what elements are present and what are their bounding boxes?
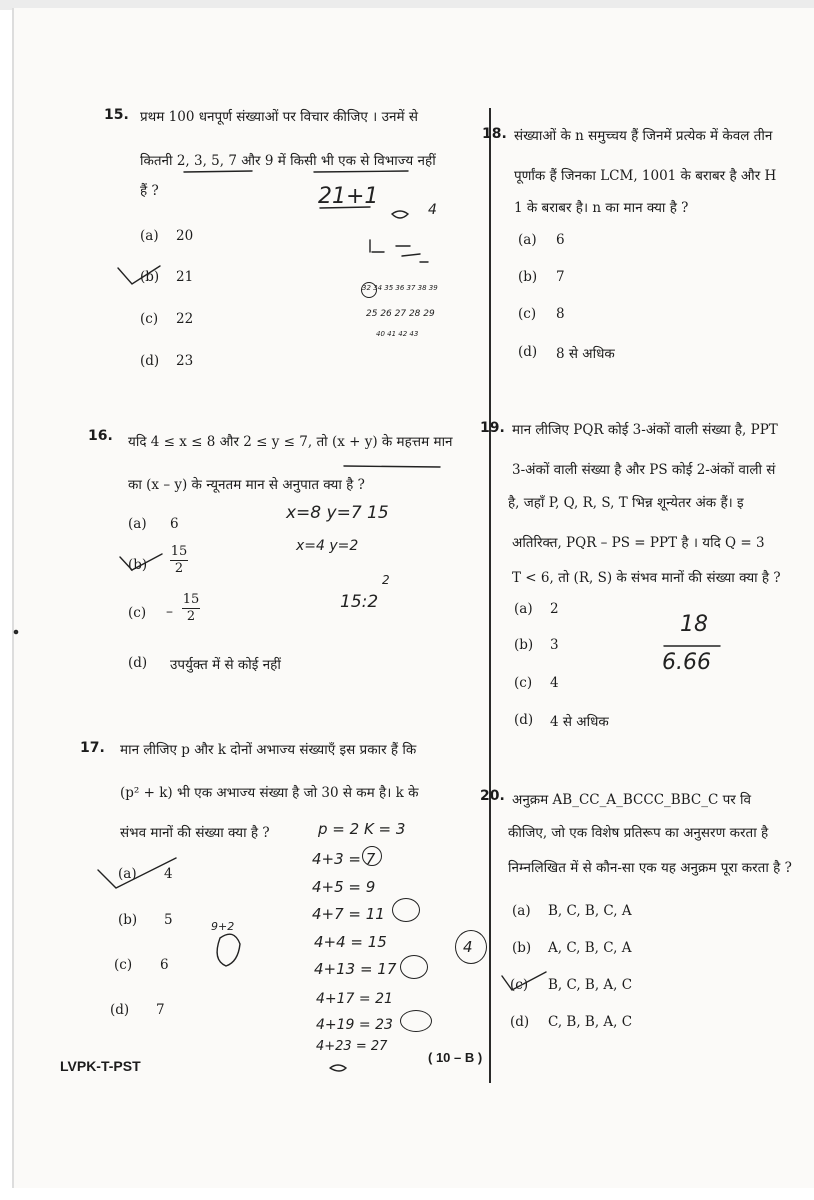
handwritten-note: 4+23 = 27 bbox=[316, 1039, 388, 1054]
handwritten-note: 2 bbox=[382, 573, 390, 587]
handwritten-note: 9+2 bbox=[211, 920, 235, 933]
handwritten-note: 4 bbox=[463, 938, 473, 956]
tick-mark bbox=[120, 554, 162, 570]
circle-mark bbox=[362, 846, 382, 866]
option-value: 6 bbox=[160, 957, 169, 973]
dot-mark bbox=[14, 630, 17, 633]
option-label: (b) bbox=[518, 269, 538, 285]
option-label: (a) bbox=[140, 228, 159, 244]
option-label: (d) bbox=[510, 1014, 530, 1030]
option-value: 3 bbox=[550, 637, 559, 653]
option-value: 8 से अधिक bbox=[556, 346, 615, 362]
denominator: 2 bbox=[174, 561, 184, 576]
option-label: (c) bbox=[514, 675, 533, 691]
handwritten-note: 18 bbox=[680, 612, 708, 637]
option-value: 2 bbox=[550, 601, 559, 617]
denominator: 2 bbox=[186, 609, 196, 624]
option-label: (d) bbox=[128, 655, 148, 671]
option-value: C, B, B, A, C bbox=[548, 1014, 633, 1030]
scribble-mark bbox=[330, 1065, 346, 1071]
tick-mark bbox=[98, 858, 176, 888]
option-label: (c) bbox=[140, 311, 159, 327]
option-label: (b) bbox=[140, 269, 160, 285]
question-number: 18. bbox=[482, 126, 507, 142]
handwritten-note: 32 34 35 36 37 38 39 bbox=[362, 284, 438, 292]
handwritten-note: p = 2 K = 3 bbox=[318, 820, 406, 838]
numerator: 15 bbox=[182, 592, 200, 607]
minus-sign: – bbox=[166, 604, 173, 620]
page-number: ( 10 – B ) bbox=[428, 1050, 483, 1065]
option-label: (b) bbox=[118, 912, 138, 928]
scribble-mark bbox=[392, 211, 408, 218]
handwritten-note: 21+1 bbox=[318, 184, 379, 209]
question-text-line: मान लीजिए PQR कोई 3-अंकों वाली संख्या है, PPT bbox=[512, 422, 778, 438]
option-label: (d) bbox=[518, 344, 538, 360]
option-value: B, C, B, A, C bbox=[548, 977, 633, 993]
question-text-line: मान लीजिए p और k दोनों अभाज्य संख्याएँ इस प्रकार हैं कि bbox=[120, 742, 417, 758]
question-text-line: यदि 4 ≤ x ≤ 8 और 2 ≤ y ≤ 7, तो (x + y) के महत्तम मान bbox=[128, 434, 453, 450]
scribble-mark bbox=[370, 240, 428, 262]
handwritten-note: 4+5 = 9 bbox=[312, 878, 376, 896]
tick-mark bbox=[118, 266, 160, 284]
option-label: (d) bbox=[110, 1002, 130, 1018]
underline-mark bbox=[344, 466, 440, 467]
circle-mark bbox=[455, 930, 487, 964]
option-value: 4 bbox=[164, 866, 173, 882]
option-label: (a) bbox=[118, 866, 137, 882]
option-value: 6 bbox=[170, 516, 179, 532]
question-text-line: 3-अंकों वाली संख्या है और PS कोई 2-अंकों वाली सं bbox=[512, 462, 776, 478]
handwritten-note: x=4 y=2 bbox=[296, 538, 359, 554]
circle-mark bbox=[392, 898, 420, 922]
option-value: 4 से अधिक bbox=[550, 714, 609, 730]
option-label: (c) bbox=[128, 605, 147, 621]
question-text-line: का (x – y) के न्यूनतम मान से अनुपात क्या है ? bbox=[128, 477, 365, 493]
option-label: (b) bbox=[512, 940, 532, 956]
handwritten-note: 4+19 = 23 bbox=[316, 1017, 393, 1033]
underline-mark bbox=[314, 171, 408, 172]
handwritten-note: x=8 y=7 15 bbox=[286, 503, 389, 523]
option-value: 7 bbox=[156, 1002, 165, 1018]
question-text-line: संभव मानों की संख्या क्या है ? bbox=[120, 825, 270, 841]
paper-code: LVPK-T-PST bbox=[60, 1058, 141, 1074]
option-value: 6 bbox=[556, 232, 565, 248]
tick-mark bbox=[502, 972, 546, 990]
handwritten-note: 25 26 27 28 29 bbox=[366, 309, 435, 319]
option-label: (c) bbox=[518, 306, 537, 322]
handwritten-note: 6.66 bbox=[662, 650, 711, 675]
handwritten-note: 4+3 = 7 bbox=[312, 850, 376, 868]
option-label: (a) bbox=[512, 903, 531, 919]
question-text-line: कीजिए, जो एक विशेष प्रतिरूप का अनुसरण करता है bbox=[508, 825, 769, 841]
option-label: (d) bbox=[514, 712, 534, 728]
question-number: 20. bbox=[480, 788, 505, 804]
handwritten-note: 4+7 = 11 bbox=[312, 905, 385, 923]
question-text-line: संख्याओं के n समुच्चय हैं जिनमें प्रत्येक में केवल तीन bbox=[514, 128, 773, 144]
question-number: 15. bbox=[104, 107, 129, 123]
option-label: (c) bbox=[114, 957, 133, 973]
option-value: 23 bbox=[176, 353, 194, 369]
option-label: (c) bbox=[510, 977, 529, 993]
question-text-line: पूर्णांक हैं जिनका LCM, 1001 के बराबर है और H bbox=[514, 168, 777, 184]
option-label: (a) bbox=[128, 516, 147, 532]
option-value: 8 bbox=[556, 306, 565, 322]
circle-mark bbox=[361, 282, 377, 298]
question-text-line: कितनी 2, 3, 5, 7 और 9 में किसी भी एक से विभाज्य नहीं bbox=[140, 153, 436, 169]
underline-mark bbox=[320, 207, 370, 208]
numerator: 15 bbox=[170, 544, 188, 559]
handwritten-note: 4 bbox=[428, 202, 437, 218]
question-text-line: 1 के बराबर है। n का मान क्या है ? bbox=[514, 200, 689, 216]
question-number: 16. bbox=[88, 428, 113, 444]
option-value: 7 bbox=[556, 269, 565, 285]
handwritten-note: 4+13 = 17 bbox=[314, 960, 397, 978]
question-text-line: है, जहाँ P, Q, R, S, T भिन्न शून्येतर अंक हैं। इ bbox=[508, 495, 744, 511]
option-label: (b) bbox=[128, 557, 148, 573]
option-value: उपर्युक्त में से कोई नहीं bbox=[170, 657, 281, 673]
question-text-line: T < 6, तो (R, S) के संभव मानों की संख्या क्या है ? bbox=[512, 570, 781, 586]
handwritten-note: 4+4 = 15 bbox=[314, 933, 387, 951]
option-value: 5 bbox=[164, 912, 173, 928]
question-text-line: अनुक्रम AB_CC_A_BCCC_BBC_C पर वि bbox=[512, 792, 752, 808]
underline-mark bbox=[184, 171, 252, 172]
handwritten-note: 40 41 42 43 bbox=[376, 330, 419, 338]
handwritten-note: 4+17 = 21 bbox=[316, 991, 393, 1007]
option-value: A, C, B, C, A bbox=[548, 940, 632, 956]
option-value: 4 bbox=[550, 675, 559, 691]
question-text-line: अतिरिक्त, PQR – PS = PPT है । यदि Q = 3 bbox=[512, 535, 765, 551]
circle-mark bbox=[400, 955, 428, 979]
option-label: (d) bbox=[140, 353, 160, 369]
question-text-line: हैं ? bbox=[140, 183, 159, 199]
option-value: 22 bbox=[176, 311, 194, 327]
question-number: 19. bbox=[480, 420, 505, 436]
handwritten-note: 15:2 bbox=[340, 592, 379, 612]
option-label: (a) bbox=[514, 601, 533, 617]
scribble-mark bbox=[217, 934, 240, 966]
option-value: 21 bbox=[176, 269, 194, 285]
option-value: B, C, B, C, A bbox=[548, 903, 632, 919]
option-value: 20 bbox=[176, 228, 194, 244]
option-label: (a) bbox=[518, 232, 537, 248]
question-text-line: (p² + k) भी एक अभाज्य संख्या है जो 30 से कम है। k के bbox=[120, 785, 419, 801]
question-text-line: प्रथम 100 धनपूर्ण संख्याओं पर विचार कीजिए । उनमें से bbox=[140, 109, 418, 125]
circle-mark bbox=[400, 1010, 432, 1032]
question-text-line: निम्नलिखित में से कौन-सा एक यह अनुक्रम पूरा करता है ? bbox=[508, 860, 792, 876]
question-number: 17. bbox=[80, 740, 105, 756]
option-label: (b) bbox=[514, 637, 534, 653]
